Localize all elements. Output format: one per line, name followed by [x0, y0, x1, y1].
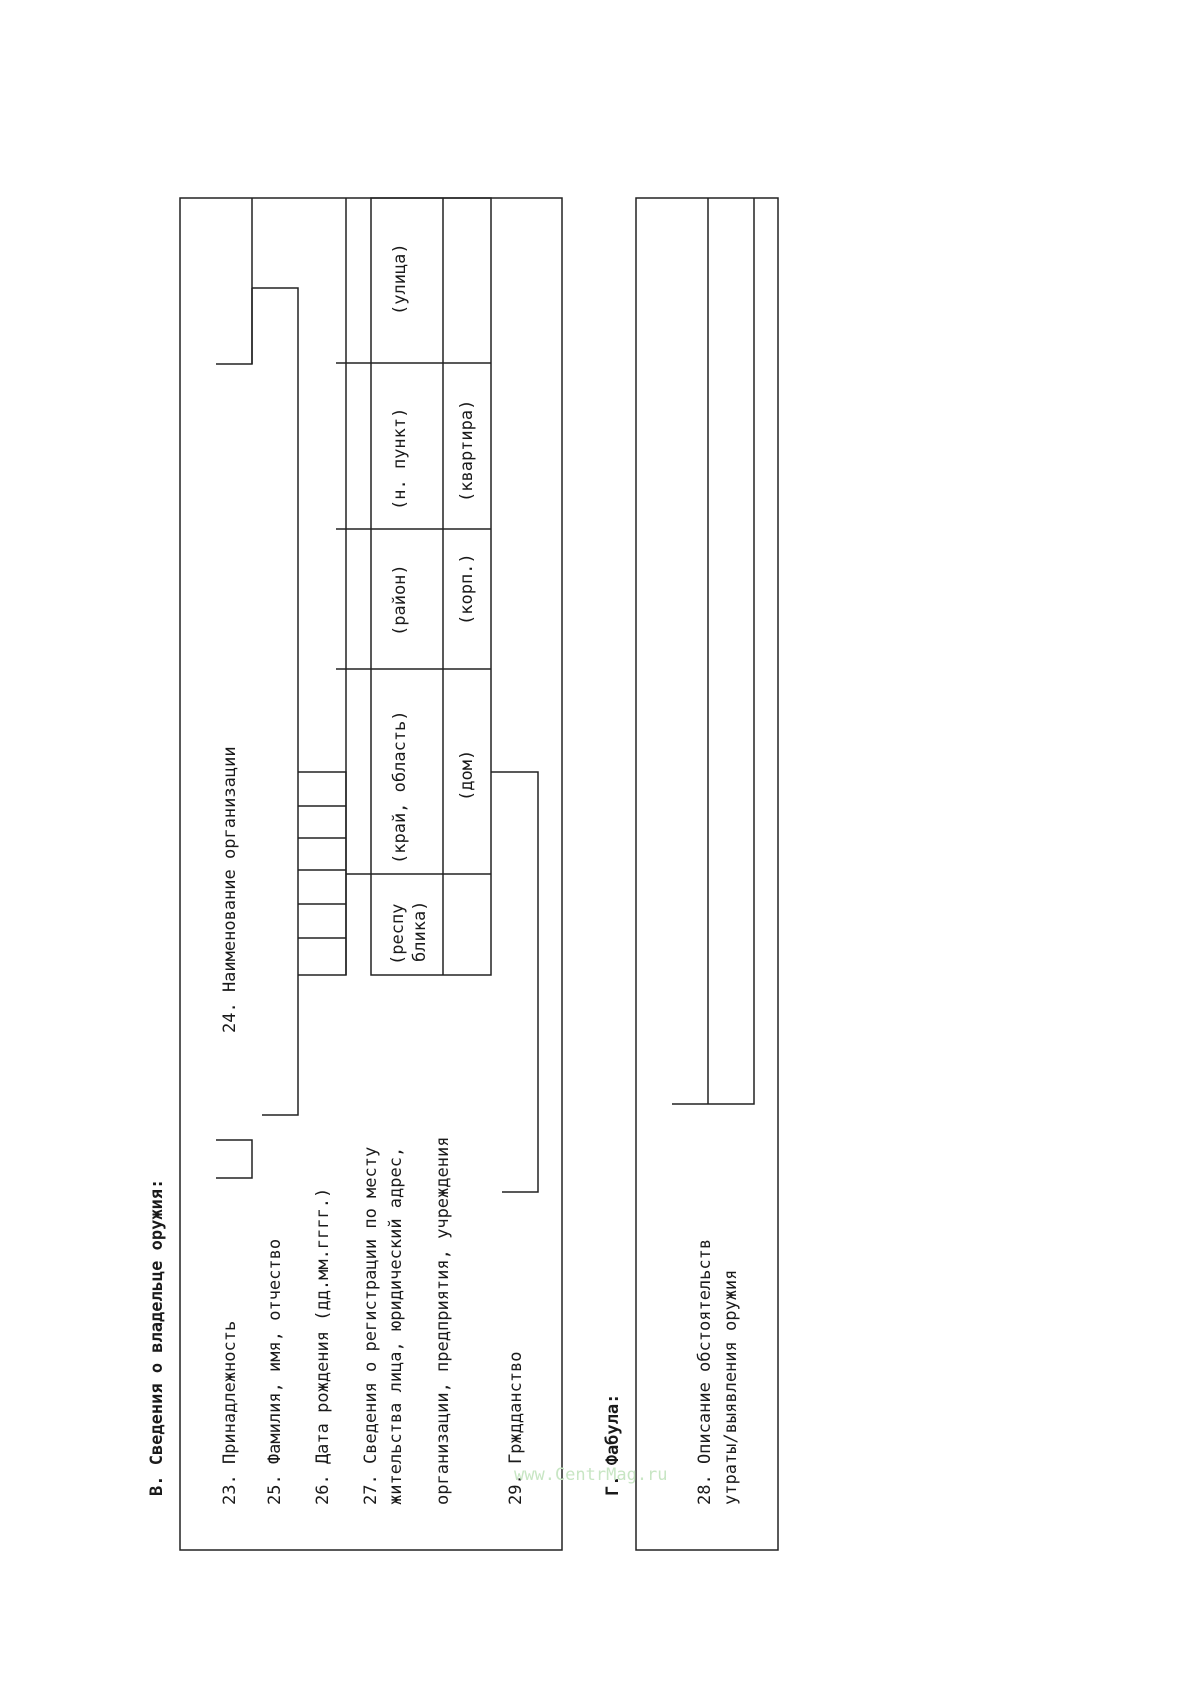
address-kvartira: (квартира) — [457, 399, 477, 502]
section-v-heading: В. Сведения о владельце оружия: — [147, 1178, 167, 1496]
field-26-date-grid — [298, 772, 346, 975]
field-23-box — [216, 1140, 252, 1178]
field-23-label: 23. Принадлежность — [220, 1320, 240, 1505]
field-29-box — [491, 772, 538, 1192]
address-dom: (дом) — [457, 749, 477, 801]
field-24-label: 24. Наименование организации — [220, 746, 240, 1033]
field-26-label: 26. Дата рождения (дд.мм.гггг.) — [313, 1187, 333, 1505]
field-29-label: 29. Грждданство — [506, 1351, 526, 1505]
address-n-punkt: (н. пункт) — [390, 407, 410, 510]
field-27-label-line1: 27. Сведения о регистрации по месту — [361, 1146, 381, 1505]
field-27-label-line2: жительства лица, юридический адрес, — [386, 1146, 406, 1505]
field-28-box — [672, 198, 754, 1104]
field-28-label-line2: утраты/выявления оружия — [721, 1269, 741, 1505]
field-25-box — [252, 288, 298, 1115]
address-raion: (район) — [390, 564, 410, 636]
address-respublika-line1: (респу — [388, 903, 408, 965]
section-g-heading: Г. Фабула: — [603, 1393, 623, 1496]
address-korp: (корп.) — [457, 553, 477, 625]
watermark: www.CentrMag.ru — [514, 1465, 668, 1485]
field-27-label-line3: организации, предприятия, учреждения — [433, 1136, 453, 1505]
field-24-box — [216, 198, 252, 364]
field-25-label: 25. Фамилия, имя, отчество — [265, 1238, 285, 1505]
address-respublika-line2: блика) — [410, 900, 430, 962]
address-krai-oblast: (край, область) — [390, 710, 410, 864]
field-28-label-line1: 28. Описание обстоятельств — [695, 1238, 715, 1505]
address-ulitsa: (улица) — [390, 243, 410, 315]
